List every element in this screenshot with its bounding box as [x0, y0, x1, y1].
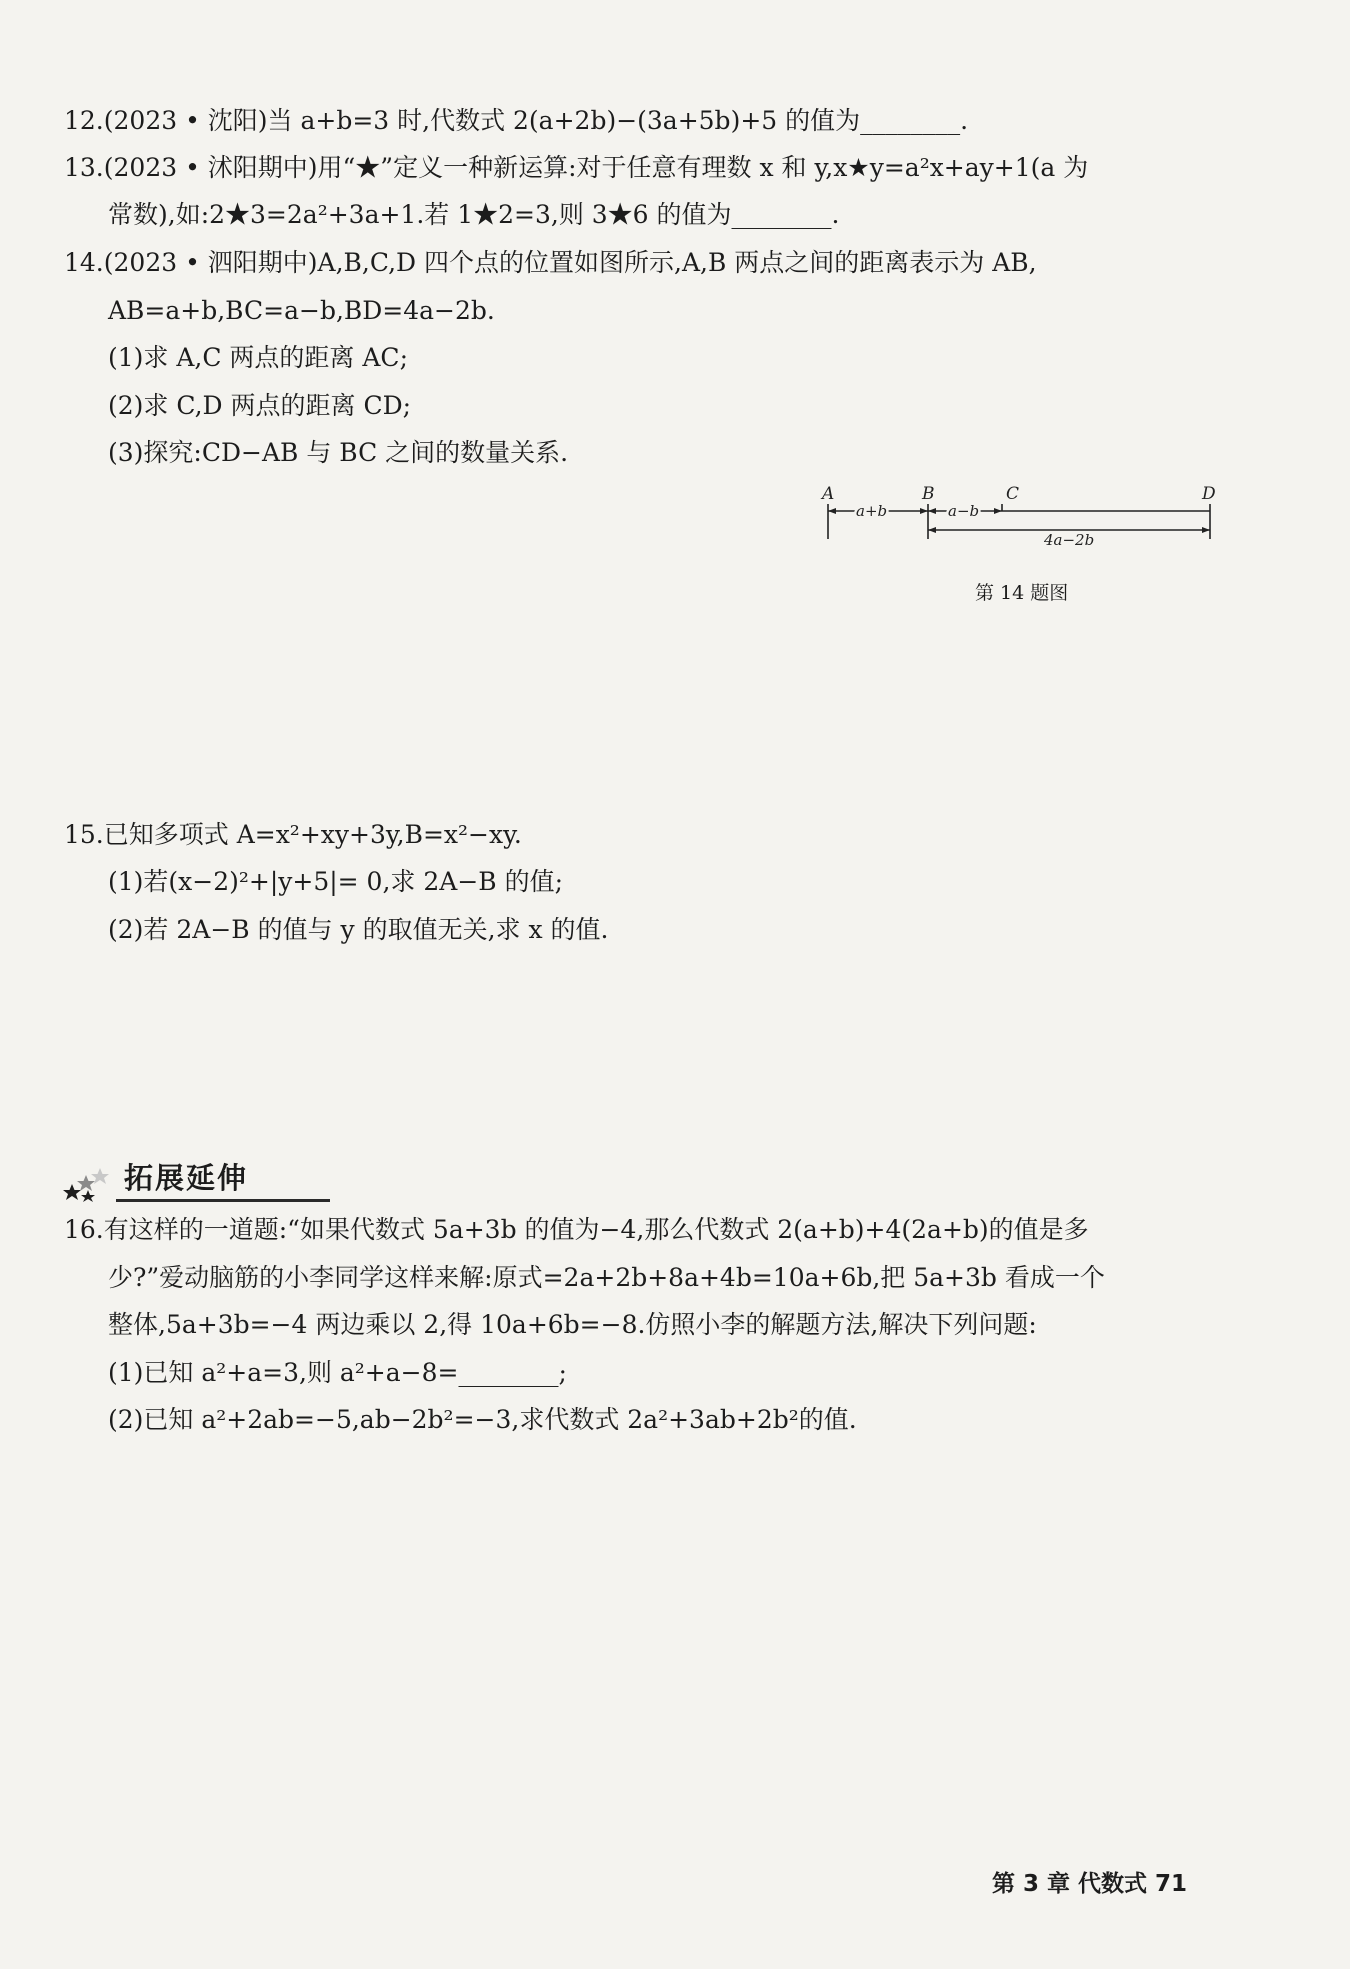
problem-12: 12.(2023 • 沈阳)当 a+b=3 时,代数式 2(a+2b)−(3a+5b)+5 的值为________.: [64, 106, 969, 135]
problem-14-question-2: (2)求 C,D 两点的距离 CD;: [108, 391, 412, 420]
section-heading: [62, 1158, 282, 1202]
figure-caption: 第 14 题图: [975, 582, 1069, 604]
segment-diagram: [818, 484, 1218, 548]
section-underline: [116, 1199, 330, 1202]
problem-16-line-3: 整体,5a+3b=−4 两边乘以 2,得 10a+6b=−8.仿照小李的解题方法,解决下列问题:: [108, 1310, 1037, 1339]
point-a-label: A: [822, 484, 835, 504]
problem-13-line-2: 常数),如:2★3=2a²+3a+1.若 1★2=3,则 3★6 的值为________.: [108, 200, 840, 229]
problem-16-question-2: (2)已知 a²+2ab=−5,ab−2b²=−3,求代数式 2a²+3ab+2b²的值.: [108, 1405, 857, 1434]
problem-13-line-1: 13.(2023 • 沭阳期中)用“★”定义一种新运算:对于任意有理数 x 和 y,x★y=a²x+ay+1(a 为: [64, 153, 1089, 182]
problem-14-question-1: (1)求 A,C 两点的距离 AC;: [108, 343, 408, 372]
segment-bc-label: a−b: [948, 502, 980, 520]
problem-15-question-1: (1)若(x−2)²+|y+5|= 0,求 2A−B 的值;: [108, 867, 564, 896]
problem-16-line-2: 少?”爱动脑筋的小李同学这样来解:原式=2a+2b+8a+4b=10a+6b,把 5a+3b 看成一个: [108, 1263, 1105, 1292]
page-footer: 第 3 章 代数式 71: [992, 1871, 1188, 1897]
segment-bd-label: 4a−2b: [1044, 531, 1095, 548]
problem-16-line-1: 16.有这样的一道题:“如果代数式 5a+3b 的值为−4,那么代数式 2(a+b)+4(2a+b)的值是多: [64, 1215, 1089, 1244]
point-b-label: B: [922, 484, 935, 504]
problem-14-question-3: (3)探究:CD−AB 与 BC 之间的数量关系.: [108, 438, 569, 467]
stars-icon: [62, 1162, 122, 1202]
point-c-label: C: [1006, 484, 1020, 504]
segment-ab-label: a+b: [856, 502, 888, 520]
point-d-label: D: [1202, 484, 1216, 504]
problem-16-question-1: (1)已知 a²+a=3,则 a²+a−8=________;: [108, 1358, 567, 1387]
problem-14-line-2: AB=a+b,BC=a−b,BD=4a−2b.: [108, 296, 495, 325]
section-title: 拓展延伸: [124, 1161, 249, 1195]
problem-14-line-1: 14.(2023 • 泗阳期中)A,B,C,D 四个点的位置如图所示,A,B 两点之间的距离表示为 AB,: [64, 248, 1037, 277]
problem-15-question-2: (2)若 2A−B 的值与 y 的取值无关,求 x 的值.: [108, 915, 609, 944]
problem-15: 15.已知多项式 A=x²+xy+3y,B=x²−xy.: [64, 820, 522, 849]
